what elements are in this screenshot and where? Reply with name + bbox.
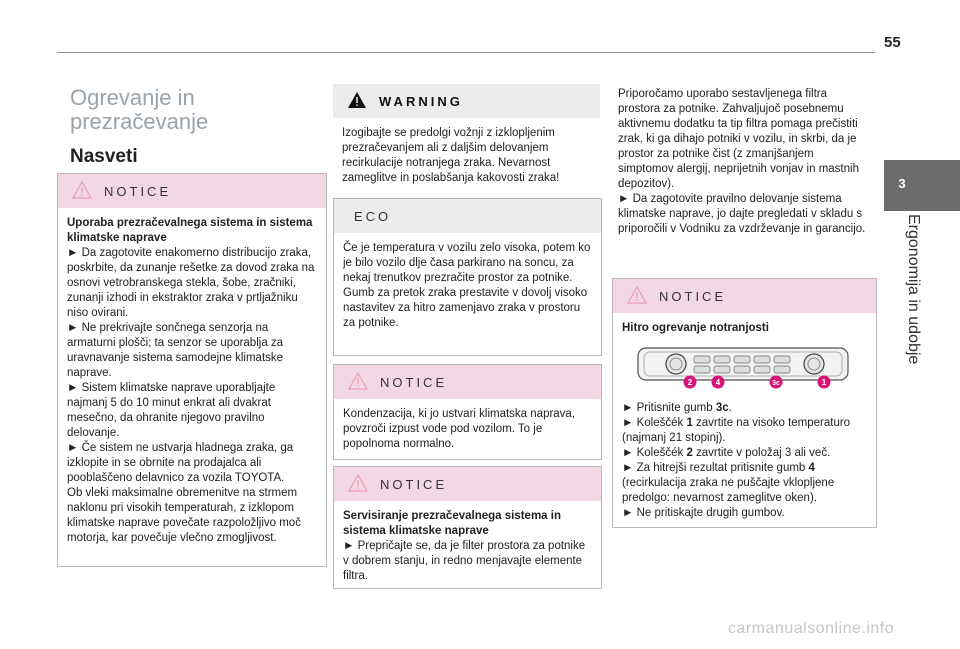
callout-3c: 3c (772, 380, 780, 387)
notice-line: ► Če sistem ne ustvarja hladnega zraka, ga izklopite in se obrnite na prodajalca ali pooblaščeno delavnico za vozila TOYOTA. (67, 442, 294, 484)
eco-line: Gumb za pretok zraka prestavite v dovolj visoko nastavitev za hitro zamenjavo zraka v prostoru za potnike. (343, 287, 588, 329)
step-line: ► Pritisnite gumb 3c. (622, 402, 732, 414)
notice-header (334, 467, 601, 501)
notice-line: ► Da zagotovite enakomerno distribucijo zraka, poskrbite, da zunanje rešetke za dovod zraka na osnovi vetrobranskega stekla, šobe, zračniki, zunanji izhodi in ekstraktor zraka v prtljažniku niso ovirani. (67, 247, 315, 319)
warning-label: WARNING (379, 94, 463, 109)
step-line: ► Koleščék 2 zavrtite v položaj 3 ali več. (622, 447, 831, 459)
notice-label: NOTICE (104, 184, 172, 199)
notice-header (334, 365, 601, 399)
warning-header (333, 84, 600, 118)
section-title-line1: Ogrevanje in (70, 85, 195, 110)
warning-box (333, 84, 600, 188)
header-rule (57, 52, 875, 53)
step-line: ► Koleščék 1 zavrtite na visoko temperaturo (najmanj 21 stopinj). (622, 417, 851, 444)
warning-triangle-icon (348, 474, 368, 492)
step-line: ► Za hitrejši rezultat pritisnite gumb 4 (recirkulacija zraka ne puščajte vklopljene predolgo: nevarnost zameglitve oken). (622, 462, 835, 504)
notice-header (58, 174, 326, 208)
intro-paragraph: Priporočamo uporabo sestavljenega filtra prostora za potnike. Zahvaljujoč posebnemu aktivnemu dodatku ta tip filtra pomaga prečistiti zrak, ki ga dihajo potniki v vozilu, in skrbi, da je prostor za potnike čist (z zmanjšanjem simptomov alergij, neprijetnih vonjav in mastnih depozitov). (618, 88, 859, 190)
warning-triangle-icon (347, 91, 367, 109)
notice-text: ► Prepričajte se, da je filter prostora za potnike v dobrem stanju, in redno menjavajte elemente filtra. (343, 540, 586, 582)
chapter-number: 3 (898, 176, 906, 191)
warning-body (333, 118, 600, 194)
notice-body (58, 208, 326, 554)
notice-header (613, 279, 876, 313)
notice-heading: Hitro ogrevanje notranjosti (622, 322, 769, 334)
notice-label: NOTICE (659, 289, 727, 304)
climate-control-panel-illustration (622, 344, 862, 390)
eco-box (333, 198, 602, 356)
notice-heading: Servisiranje prezračevalnega sistema in sistema klimatske naprave (343, 510, 561, 537)
callout-2: 2 (687, 378, 693, 387)
warning-triangle-icon (348, 372, 368, 390)
subheading: Nasveti (70, 146, 138, 167)
notice-line: ► Ne prekrivajte sončnega senzorja na armaturni plošči; ta senzor se uporablja za uravnavanje sistema samodejne klimatske naprave. (67, 322, 284, 379)
notice-line: ► Sistem klimatske naprave uporabljajte najmanj 5 do 10 minut enkrat ali dvakrat mesečno, da ohranite njegovo pravilno delovanje. (67, 382, 276, 439)
watermark: carmanualsonline.info (728, 620, 895, 637)
warning-text: Izogibajte se predolgi vožnji z izklopljenim prezračevanjem ali z daljšim delovanjem recirkulacije notranjega zraka. Nevarnost zameglitve in poslabšanja kakovosti zraka! (342, 127, 560, 184)
notice-body (334, 399, 601, 460)
warning-triangle-icon (627, 286, 647, 304)
notice-line: Ob vleki maksimalne obremenitve na strmem naklonu pri visokih temperaturah, z izklopom klimatske naprave povečate razpoložljivo moč motorja, kar povečuje vlečno zmogljivost. (67, 487, 301, 544)
callout-1: 1 (821, 378, 827, 387)
notice-body (334, 501, 601, 592)
warning-triangle-icon (72, 181, 92, 199)
notice-box-quick-heating (612, 278, 877, 528)
notice-label: NOTICE (380, 477, 448, 492)
notice-text: Kondenzacija, ki jo ustvari klimatska naprava, povzroči izpust vode pod vozilom. To je popolnoma normalno. (343, 408, 576, 450)
notice-label: NOTICE (380, 375, 448, 390)
chapter-title-text: Ergonomija in udobje (905, 214, 922, 365)
section-title (70, 86, 208, 134)
notice-heading: Uporaba prezračevalnega sistema in sistema klimatske naprave (67, 217, 313, 244)
section-title-line2: prezračevanje (70, 109, 209, 134)
intro-paragraph: ► Da zagotovite pravilno delovanje sistema klimatske naprave, jo dajte pregledati v skladu s priporočili v Vodniku za vzdrževanje in garancijo. (618, 193, 866, 235)
step-line: ► Ne pritiskajte drugih gumbov. (622, 507, 785, 519)
chapter-tab (884, 160, 960, 211)
notice-box-servicing (333, 466, 602, 589)
eco-line: Če je temperatura v vozilu zelo visoka, potem ko je bilo vozilo dlje časa parkirano na soncu, za nekaj trenutkov prezračite prostor za potnike. (343, 242, 591, 284)
chapter-title (903, 214, 923, 374)
notice-box-climate (57, 173, 327, 567)
page-number: 55 (884, 34, 901, 51)
notice-body (613, 313, 876, 529)
eco-body (334, 233, 601, 339)
intro-text (618, 87, 866, 237)
notice-box-condensation (333, 364, 602, 460)
callout-4: 4 (715, 378, 721, 387)
eco-header (334, 199, 601, 233)
eco-label: ECO (354, 209, 392, 224)
